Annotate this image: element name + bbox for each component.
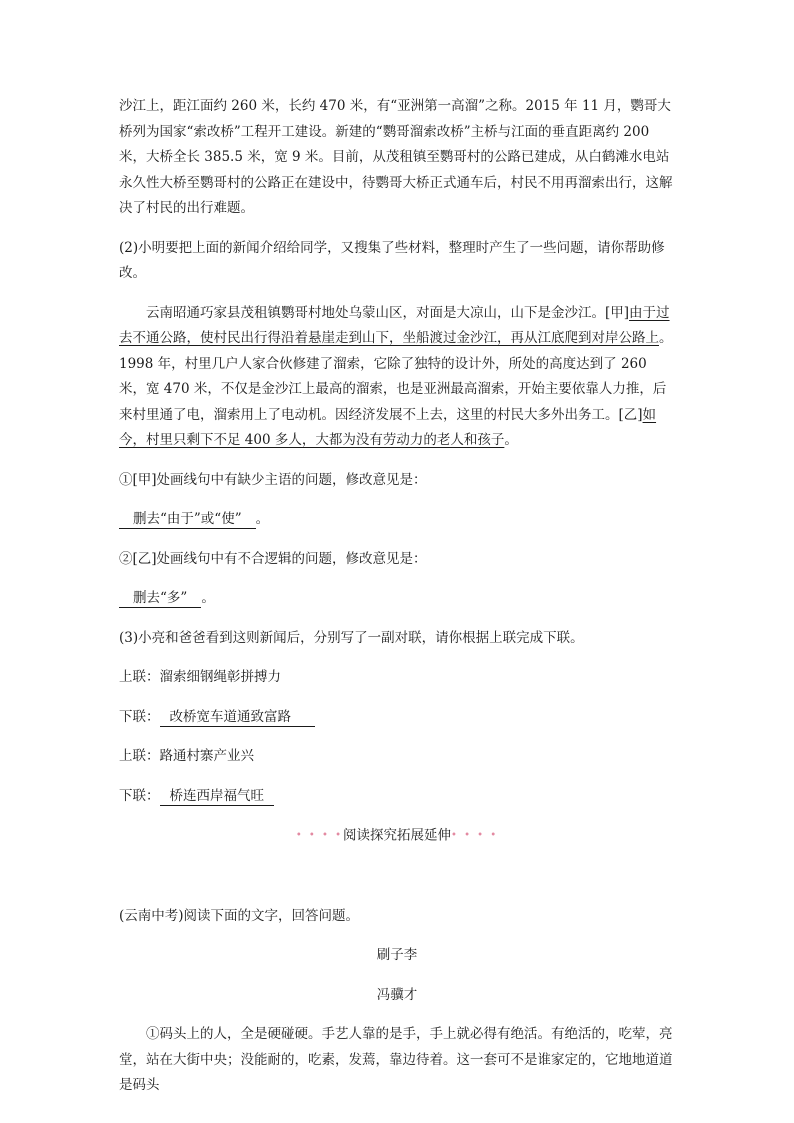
answer-1-period: 。 xyxy=(255,511,270,527)
couplet-1-upper-text: 溜索细钢绳彰拼搏力 xyxy=(159,669,281,685)
couplet-2-upper xyxy=(119,744,675,770)
couplet-2-upper-label: 上联： xyxy=(119,748,160,764)
news-paragraph: 沙江上，距江面约 260 米，长约 470 米，有“亚洲第一高溜”之称。2015 年 11 月，鹦哥大桥列为国家“索改桥”工程开工建设。新建的“鹦哥溜索改桥”主桥与江面的垂直距离约 200 米，大桥全长 385.5 米，宽 9 米。目前，从茂租镇至鹦哥村的公路已建成，从白鹤滩水电站永久性大桥至鹦哥村的公路正在建设中，待鹦哥大桥正式通车后，村民不用再溜索出行，这解决了村民的出行难题。 xyxy=(119,98,673,216)
couplet-2-lower xyxy=(119,784,675,810)
news-material xyxy=(119,301,675,454)
answer-1: 删去“由于”或“使” xyxy=(119,510,256,529)
answer-2-line xyxy=(119,586,675,612)
story-title: 刷子李 xyxy=(376,947,418,964)
couplet-1-upper-label: 上联： xyxy=(119,669,160,685)
news-part-1: 云南昭通巧家县茂租镇鹦哥村地处乌蒙山区，对面是大凉山，山下是金沙江。[甲] xyxy=(146,304,630,321)
answer-1-line xyxy=(119,507,675,533)
section-title: 阅读探究拓展延伸 xyxy=(343,827,451,844)
question-3: (3)小亮和爸爸看到这则新闻后，分别写了一副对联，请你根据上联完成下联。 xyxy=(119,629,584,646)
answer-2-period: 。 xyxy=(201,590,215,606)
couplet-2-answer: 桥连西岸福气旺 xyxy=(160,787,275,806)
couplet-1-lower xyxy=(119,705,675,731)
couplet-1-upper xyxy=(119,665,675,691)
couplet-2-lower-label: 下联： xyxy=(119,787,160,804)
section-heading xyxy=(119,823,675,849)
item-2: ②[乙]处画线句中有不合逻辑的问题，修改意见是： xyxy=(119,550,427,567)
answer-2: 删去“多” xyxy=(119,589,201,608)
story-author: 冯骥才 xyxy=(376,986,418,1003)
news-part-2: 。1998 年，村里几户人家合伙修建了溜索，它除了独特的设计外，所处的高度达到了 260 米，宽 470 米，不仅是金沙江上最高的溜索，也是亚洲最高溜索，开始主要依靠人力推，后来村里通了电，溜索用上了电动机。因经济发展不上去，这里的村民大多外出务工。[乙] xyxy=(119,330,673,423)
story-paragraph-1: ①码头上的人，全是硬碰硬。手艺人靠的是手，手上就必得有绝活。有绝活的，吃荤，亮堂，站在大街中央；没能耐的，吃素，发蔫，靠边待着。这一套可不是谁家定的，它地地道道是码头 xyxy=(119,1026,673,1094)
reading-source: (云南中考)阅读下面的文字，回答问题。 xyxy=(119,907,360,924)
dots-right-decoration: • • • • xyxy=(451,830,499,841)
item-1: ①[甲]处画线句中有缺少主语的问题，修改意见是： xyxy=(119,471,427,488)
underlined-sentence-yi: 如今，村里只剩下不足 400 多人，大都为没有劳动力的老人和孩子 xyxy=(119,406,657,448)
couplet-1-lower-label: 下联： xyxy=(119,708,160,725)
couplet-2-upper-text: 路通村寨产业兴 xyxy=(159,748,254,764)
document-page xyxy=(119,94,675,1099)
news-part-3: 。 xyxy=(504,432,518,448)
question-2: (2)小明要把上面的新闻介绍给同学，又搜集了些材料，整理时产生了一些问题，请你帮助修改。 xyxy=(119,239,665,281)
underlined-sentence-jia: 由于过去不通公路，使村民出行得沿着悬崖走到山下，坐船渡过金沙江，再从江底爬到对岸公路上 xyxy=(119,304,670,346)
couplet-1-answer: 改桥宽车道通致富路 xyxy=(160,708,316,727)
dots-left-decoration: • • • • xyxy=(295,830,343,841)
